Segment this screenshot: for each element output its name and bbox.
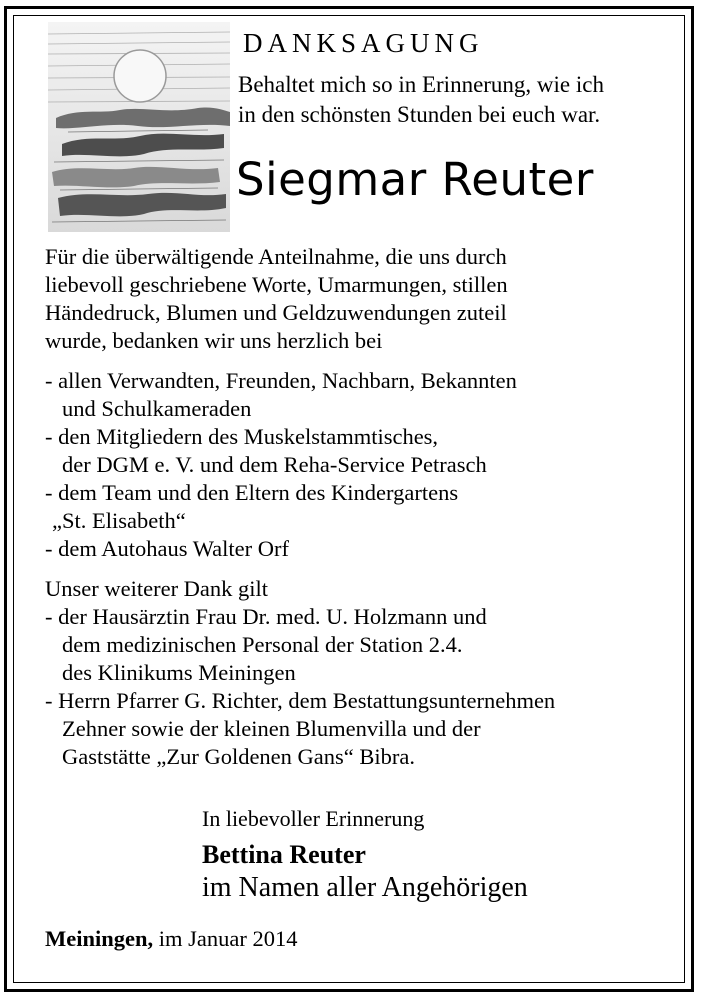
sunset-landscape-illustration (48, 22, 230, 232)
intro-line: wurde, bedanken wir uns herzlich bei (45, 328, 383, 353)
signer-subtitle: im Namen aller Angehörigen (202, 872, 528, 903)
further-thanks-intro: Unser weiterer Dank gilt (45, 576, 269, 601)
place: Meiningen, (45, 926, 154, 951)
list-item: - dem Team und den Eltern des Kindergartens (45, 480, 459, 505)
list-item-continuation: der DGM e. V. und dem Reha-Service Petrasch (62, 452, 487, 477)
list-item: - den Mitgliedern des Muskelstammtisches, (45, 424, 439, 449)
intro-line: Händedruck, Blumen und Geldzuwendungen zuteil (45, 300, 507, 325)
list-item-continuation: Zehner sowie der kleinen Blumenvilla und der (62, 716, 481, 741)
motto-line-1: Behaltet mich so in Erinnerung, wie ich (238, 72, 604, 97)
place-date (45, 926, 298, 952)
signer-name: Bettina Reuter (202, 840, 366, 869)
intro-line: Für die überwältigende Anteilnahme, die uns durch (45, 244, 507, 269)
motto-line-2: in den schönsten Stunden bei euch war. (238, 102, 601, 127)
intro-line: liebevoll geschriebene Worte, Umarmungen, stillen (45, 272, 508, 297)
list-item-continuation: „St. Elisabeth“ (52, 508, 186, 533)
list-item: - der Hausärztin Frau Dr. med. U. Holzmann und (45, 604, 487, 629)
heading: DANKSAGUNG (243, 28, 484, 58)
list-item: - Herrn Pfarrer G. Richter, dem Bestattungsunternehmen (45, 688, 556, 713)
list-item: - dem Autohaus Walter Orf (45, 536, 289, 561)
closing-line: In liebevoller Erinnerung (202, 806, 425, 831)
list-item-continuation: des Klinikums Meiningen (62, 660, 296, 685)
list-item-continuation: und Schulkameraden (62, 396, 252, 421)
date: im Januar 2014 (158, 926, 298, 951)
deceased-name: Siegmar Reuter (236, 153, 594, 206)
list-item-continuation: Gaststätte „Zur Goldenen Gans“ Bibra. (62, 744, 416, 769)
list-item: - allen Verwandten, Freunden, Nachbarn, Bekannten (45, 368, 517, 393)
list-item-continuation: dem medizinischen Personal der Station 2.4. (62, 632, 463, 657)
